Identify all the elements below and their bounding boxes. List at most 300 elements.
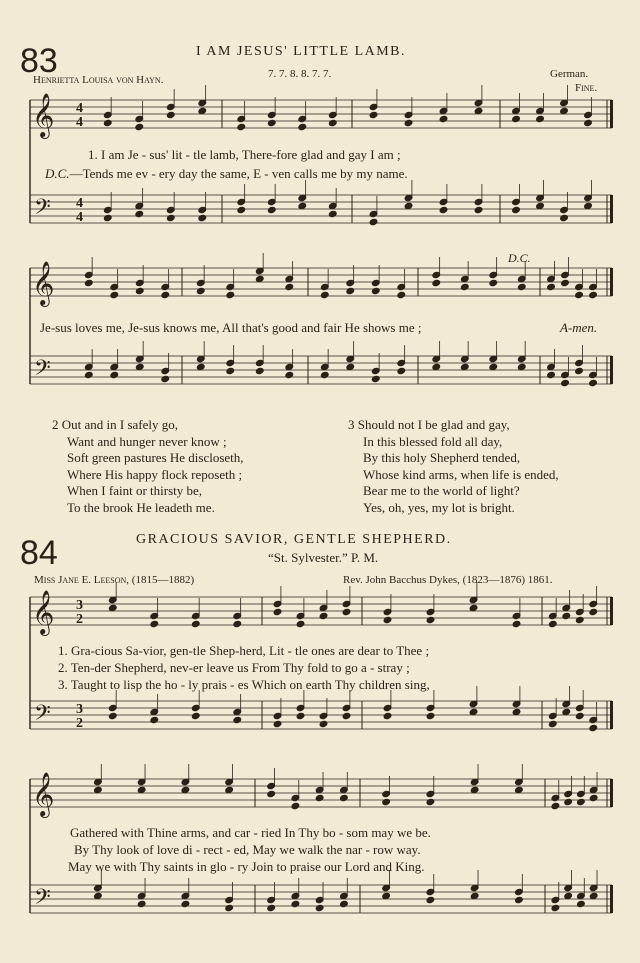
note-head — [589, 608, 598, 615]
note-head — [135, 210, 144, 217]
note-head — [515, 888, 524, 895]
note-head — [328, 210, 337, 217]
note-head — [298, 115, 307, 122]
note-head — [285, 275, 294, 282]
note-head — [298, 123, 307, 130]
note-head — [181, 778, 190, 785]
note-head — [382, 790, 391, 797]
note-head — [103, 214, 112, 221]
note-head — [512, 115, 521, 122]
note-head — [512, 708, 521, 715]
note-head — [397, 291, 406, 298]
note-head — [137, 778, 146, 785]
note-head — [233, 620, 242, 627]
note-head — [226, 291, 235, 298]
note-head — [517, 283, 526, 290]
note-head — [369, 218, 378, 225]
time-signature: 3 — [76, 598, 83, 613]
note-head — [315, 794, 324, 801]
note-head — [84, 371, 93, 378]
note-head — [255, 367, 264, 374]
verse-line: Yes, oh, yes, my lot is bright. — [363, 499, 515, 515]
note-head — [584, 194, 593, 201]
time-signature: 4 — [76, 196, 83, 211]
note-head — [342, 712, 351, 719]
note-head — [369, 103, 378, 110]
note-head — [237, 115, 246, 122]
note-head — [84, 363, 93, 370]
note-head — [536, 107, 545, 114]
note-head — [315, 786, 324, 793]
note-head — [196, 287, 205, 294]
note-head — [267, 790, 276, 797]
note-head — [474, 198, 483, 205]
note-head — [439, 115, 448, 122]
dc-prefix: D.C. — [45, 166, 70, 181]
note-head — [371, 367, 380, 374]
note-head — [584, 202, 593, 209]
note-head — [383, 712, 392, 719]
note-head — [291, 802, 300, 809]
note-head — [515, 786, 524, 793]
verse-3 — [348, 417, 559, 517]
note-head — [340, 786, 349, 793]
note-head — [575, 616, 584, 623]
note-head — [285, 371, 294, 378]
note-head — [319, 604, 328, 611]
bass-clef-icon: 𝄢 — [34, 195, 51, 225]
bass-clef-icon: 𝄢 — [34, 356, 51, 386]
note-head — [577, 900, 586, 907]
note-head — [404, 119, 413, 126]
note-head — [382, 884, 391, 891]
note-head — [161, 367, 170, 374]
note-head — [233, 716, 242, 723]
note-head — [267, 896, 276, 903]
hymn-number: 83 — [20, 42, 58, 80]
note-head — [575, 359, 584, 366]
note-head — [369, 210, 378, 217]
note-head — [560, 99, 569, 106]
note-head — [562, 612, 571, 619]
final-bar — [610, 597, 613, 625]
note-head — [296, 704, 305, 711]
note-head — [226, 367, 235, 374]
note-head — [548, 712, 557, 719]
note-head — [469, 700, 478, 707]
note-head — [225, 896, 234, 903]
note-head — [470, 892, 479, 899]
amen-text: A-men. — [560, 320, 598, 335]
note-head — [150, 620, 159, 627]
note-head — [166, 111, 175, 118]
note-head — [589, 291, 598, 298]
note-head — [589, 884, 598, 891]
note-head — [575, 291, 584, 298]
note-head — [135, 287, 144, 294]
note-head — [426, 616, 435, 623]
note-head — [426, 888, 435, 895]
note-head — [426, 896, 435, 903]
verse-2 — [52, 417, 244, 517]
note-head — [575, 704, 584, 711]
note-head — [110, 291, 119, 298]
note-head — [166, 206, 175, 213]
note-head — [273, 600, 282, 607]
note-head — [517, 355, 526, 362]
note-head — [328, 202, 337, 209]
note-head — [426, 798, 435, 805]
note-head — [469, 604, 478, 611]
note-head — [512, 612, 521, 619]
note-head — [291, 794, 300, 801]
note-head — [489, 355, 498, 362]
note-head — [547, 371, 556, 378]
note-head — [548, 620, 557, 627]
note-head — [397, 367, 406, 374]
note-head — [237, 206, 246, 213]
verse-line: 2 Out and in I safely go, — [52, 417, 179, 432]
note-head — [328, 111, 337, 118]
note-head — [237, 123, 246, 130]
note-head — [319, 612, 328, 619]
note-head — [460, 275, 469, 282]
note-head — [319, 720, 328, 727]
note-head — [397, 283, 406, 290]
note-head — [561, 271, 570, 278]
note-head — [137, 900, 146, 907]
note-head — [560, 107, 569, 114]
hymn-meter: 7. 7. 8. 8. 7. 7. — [268, 68, 332, 80]
verse-line: In this blessed fold all day, — [363, 433, 503, 449]
note-head — [191, 712, 200, 719]
note-head — [564, 892, 573, 899]
treble-clef-icon: 𝄞 — [32, 93, 55, 137]
note-head — [536, 115, 545, 122]
note-head — [551, 794, 560, 801]
note-head — [315, 904, 324, 911]
note-head — [426, 704, 435, 711]
note-head — [561, 371, 570, 378]
note-head — [584, 119, 593, 126]
note-head — [564, 884, 573, 891]
time-signature: 2 — [76, 612, 83, 627]
note-head — [161, 375, 170, 382]
note-head — [515, 896, 524, 903]
note-head — [226, 359, 235, 366]
note-head — [562, 708, 571, 715]
note-head — [575, 608, 584, 615]
note-head — [536, 202, 545, 209]
note-head — [551, 896, 560, 903]
note-head — [426, 712, 435, 719]
note-head — [589, 379, 598, 386]
note-head — [181, 786, 190, 793]
note-head — [342, 704, 351, 711]
note-head — [426, 790, 435, 797]
note-head — [319, 712, 328, 719]
lyric-line: Gathered with Thine arms, and car - ried In Thy bo - som may we be. — [70, 825, 431, 840]
note-head — [166, 214, 175, 221]
note-head — [137, 892, 146, 899]
note-head — [328, 119, 337, 126]
final-bar — [610, 701, 613, 729]
note-head — [469, 596, 478, 603]
note-head — [560, 214, 569, 221]
note-head — [551, 802, 560, 809]
note-head — [108, 712, 117, 719]
note-head — [296, 620, 305, 627]
hymn-composer: Rev. John Bacchus Dykes, (1823—1876) 1861. — [343, 574, 553, 586]
note-head — [383, 608, 392, 615]
note-head — [512, 107, 521, 114]
treble-clef-icon: 𝄞 — [32, 261, 55, 305]
time-signature: 3 — [76, 702, 83, 717]
note-head — [589, 371, 598, 378]
note-head — [296, 612, 305, 619]
note-head — [320, 371, 329, 378]
lyric-line: 3. Taught to lisp the ho - ly prais - es Which on earth Thy children sing, — [58, 677, 430, 692]
note-head — [469, 708, 478, 715]
note-head — [547, 283, 556, 290]
note-head — [404, 111, 413, 118]
note-head — [225, 786, 234, 793]
note-head — [94, 778, 103, 785]
tune-name: “St. Sylvester.” P. M. — [268, 550, 379, 565]
note-head — [150, 708, 159, 715]
note-head — [298, 194, 307, 201]
note-head — [432, 279, 441, 286]
note-head — [512, 206, 521, 213]
note-head — [103, 206, 112, 213]
note-head — [551, 904, 560, 911]
lyric-text: —Tends me ev - ery day the same, E - ven calls me by my name. — [69, 166, 408, 181]
note-head — [562, 604, 571, 611]
note-head — [577, 892, 586, 899]
verse-line: Bear me to the world of light? — [363, 483, 520, 499]
note-head — [84, 271, 93, 278]
note-head — [474, 99, 483, 106]
note-head — [575, 712, 584, 719]
verse-line: Where His happy flock reposeth ; — [67, 466, 243, 482]
note-head — [404, 194, 413, 201]
note-head — [110, 363, 119, 370]
lyric-line — [45, 166, 408, 182]
note-head — [589, 892, 598, 899]
note-head — [267, 206, 276, 213]
note-head — [397, 359, 406, 366]
note-head — [285, 363, 294, 370]
verse-line: To the brook He leadeth me. — [67, 499, 215, 515]
note-head — [340, 892, 349, 899]
verse-line: Soft green pastures He discloseth, — [67, 450, 244, 466]
note-head — [432, 363, 441, 370]
time-signature: 4 — [76, 101, 83, 116]
note-head — [460, 355, 469, 362]
note-head — [94, 884, 103, 891]
treble-clef-icon: 𝄞 — [32, 590, 55, 634]
verse-line: By this holy Shepherd tended, — [363, 450, 521, 466]
note-head — [432, 271, 441, 278]
note-head — [225, 778, 234, 785]
note-head — [191, 612, 200, 619]
note-head — [135, 115, 144, 122]
note-head — [547, 363, 556, 370]
note-head — [470, 778, 479, 785]
note-head — [561, 279, 570, 286]
note-head — [474, 206, 483, 213]
note-head — [103, 111, 112, 118]
note-head — [196, 355, 205, 362]
note-head — [589, 794, 598, 801]
note-head — [517, 275, 526, 282]
note-head — [255, 359, 264, 366]
note-head — [298, 202, 307, 209]
note-head — [198, 214, 207, 221]
note-head — [577, 790, 586, 797]
bass-clef-icon: 𝄢 — [34, 701, 51, 731]
note-head — [340, 900, 349, 907]
verse-line: Want and hunger never know ; — [67, 433, 227, 449]
note-head — [84, 279, 93, 286]
note-head — [285, 283, 294, 290]
dc-mark: D.C. — [508, 251, 531, 265]
note-head — [439, 107, 448, 114]
note-head — [135, 355, 144, 362]
note-head — [512, 198, 521, 205]
note-head — [536, 194, 545, 201]
note-head — [512, 700, 521, 707]
hymn-author: Miss Jane E. Leeson, (1815—1882) — [34, 574, 195, 586]
note-head — [382, 892, 391, 899]
time-signature: 4 — [76, 115, 83, 130]
note-head — [150, 716, 159, 723]
note-head — [135, 279, 144, 286]
note-head — [226, 283, 235, 290]
note-head — [108, 704, 117, 711]
note-head — [371, 287, 380, 294]
note-head — [237, 198, 246, 205]
hymn-title: I AM JESUS' LITTLE LAMB. — [196, 44, 407, 59]
note-head — [547, 275, 556, 282]
note-head — [548, 612, 557, 619]
note-head — [404, 202, 413, 209]
note-head — [110, 371, 119, 378]
hymn-title: GRACIOUS SAVIOR, GENTLE SHEPHERD. — [136, 532, 452, 547]
note-head — [346, 355, 355, 362]
note-head — [181, 892, 190, 899]
note-head — [196, 279, 205, 286]
note-head — [346, 279, 355, 286]
note-head — [166, 103, 175, 110]
note-head — [108, 604, 117, 611]
final-bar — [610, 356, 613, 384]
note-head — [589, 786, 598, 793]
note-head — [561, 379, 570, 386]
note-head — [369, 111, 378, 118]
time-signature: 4 — [76, 210, 83, 225]
note-head — [233, 708, 242, 715]
note-head — [489, 363, 498, 370]
lyric-line: By Thy look of love di - rect - ed, May we walk the nar - row way. — [74, 842, 421, 857]
note-head — [564, 790, 573, 797]
note-head — [273, 720, 282, 727]
note-head — [515, 778, 524, 785]
note-head — [161, 291, 170, 298]
note-head — [584, 111, 593, 118]
note-head — [198, 107, 207, 114]
bass-clef-icon: 𝄢 — [34, 885, 51, 915]
final-bar — [610, 100, 613, 128]
note-head — [382, 798, 391, 805]
note-head — [196, 363, 205, 370]
note-head — [383, 704, 392, 711]
lyric-line: 2. Ten-der Shepherd, nev-er leave us From Thy fold to go a - stray ; — [58, 660, 410, 675]
note-head — [103, 119, 112, 126]
note-head — [198, 99, 207, 106]
note-head — [94, 892, 103, 899]
lyric-line: 1. I am Je - sus' lit - tle lamb, There-fore glad and gay I am ; — [88, 147, 401, 162]
hymn-author: Henrietta Louisa von Hayn. — [33, 74, 164, 86]
note-head — [470, 884, 479, 891]
note-head — [198, 206, 207, 213]
note-head — [575, 367, 584, 374]
note-head — [439, 198, 448, 205]
note-head — [273, 608, 282, 615]
time-signature: 2 — [76, 716, 83, 731]
note-head — [225, 904, 234, 911]
note-head — [94, 786, 103, 793]
note-head — [267, 782, 276, 789]
note-head — [255, 275, 264, 282]
note-head — [340, 794, 349, 801]
note-head — [548, 720, 557, 727]
note-head — [512, 620, 521, 627]
note-head — [589, 283, 598, 290]
note-head — [460, 363, 469, 370]
note-head — [291, 892, 300, 899]
treble-clef-icon: 𝄞 — [32, 772, 55, 816]
fine-mark: Fine. — [575, 82, 598, 94]
note-head — [439, 206, 448, 213]
note-head — [191, 704, 200, 711]
note-head — [560, 206, 569, 213]
note-head — [320, 291, 329, 298]
hymn-number: 84 — [20, 534, 58, 572]
note-head — [181, 900, 190, 907]
note-head — [342, 600, 351, 607]
final-bar — [610, 779, 613, 807]
verse-line: Whose kind arms, when life is ended, — [363, 466, 559, 482]
lyric-line: May we with Thy saints in glo - ry Join to praise our Lord and King. — [68, 859, 425, 874]
note-head — [432, 355, 441, 362]
note-head — [460, 283, 469, 290]
final-bar — [610, 268, 613, 296]
lyric-line: Je-sus loves me, Je-sus knows me, All that's good and fair He shows me ; — [40, 320, 422, 335]
note-head — [150, 612, 159, 619]
note-head — [564, 798, 573, 805]
note-head — [489, 271, 498, 278]
note-head — [273, 712, 282, 719]
note-head — [371, 375, 380, 382]
verse-line: When I faint or thirsty be, — [67, 483, 203, 499]
note-head — [110, 283, 119, 290]
note-head — [267, 111, 276, 118]
note-head — [489, 279, 498, 286]
note-head — [255, 267, 264, 274]
note-head — [233, 612, 242, 619]
note-head — [135, 202, 144, 209]
